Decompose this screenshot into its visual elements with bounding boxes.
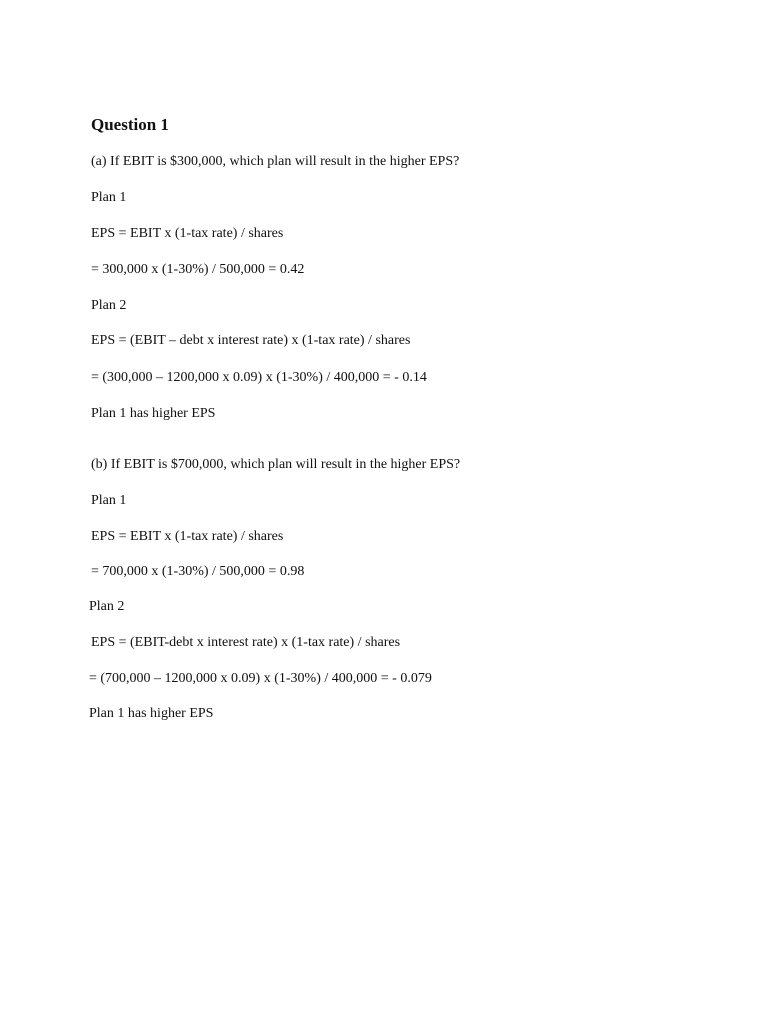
part-b-plan2-formula: EPS = (EBIT-debt x interest rate) x (1-tax rate) / shares bbox=[91, 635, 401, 650]
part-b-conclusion: Plan 1 has higher EPS bbox=[89, 706, 214, 721]
question-title: Question 1 bbox=[91, 115, 169, 134]
part-b-plan1-calc: = 700,000 x (1-30%) / 500,000 = 0.98 bbox=[91, 564, 305, 579]
part-b-question: (b) If EBIT is $700,000, which plan will result in the higher EPS? bbox=[91, 457, 461, 472]
part-a-plan1-formula: EPS = EBIT x (1-tax rate) / shares bbox=[91, 226, 284, 241]
part-a-plan1-calc: = 300,000 x (1-30%) / 500,000 = 0.42 bbox=[91, 262, 305, 277]
part-a-plan1-label: Plan 1 bbox=[91, 190, 127, 205]
part-a-plan2-formula: EPS = (EBIT – debt x interest rate) x (1-tax rate) / shares bbox=[91, 333, 411, 348]
part-a-question: (a) If EBIT is $300,000, which plan will result in the higher EPS? bbox=[91, 154, 460, 169]
part-b-plan1-formula: EPS = EBIT x (1-tax rate) / shares bbox=[91, 529, 284, 544]
part-b-plan2-label: Plan 2 bbox=[89, 599, 125, 614]
part-b-plan2-calc: = (700,000 – 1200,000 x 0.09) x (1-30%) / 400,000 = - 0.079 bbox=[89, 671, 432, 686]
part-a-plan2-calc: = (300,000 – 1200,000 x 0.09) x (1-30%) / 400,000 = - 0.14 bbox=[91, 370, 427, 385]
part-a-plan2-label: Plan 2 bbox=[91, 298, 127, 313]
part-b-plan1-label: Plan 1 bbox=[91, 493, 127, 508]
part-a-conclusion: Plan 1 has higher EPS bbox=[91, 406, 216, 421]
